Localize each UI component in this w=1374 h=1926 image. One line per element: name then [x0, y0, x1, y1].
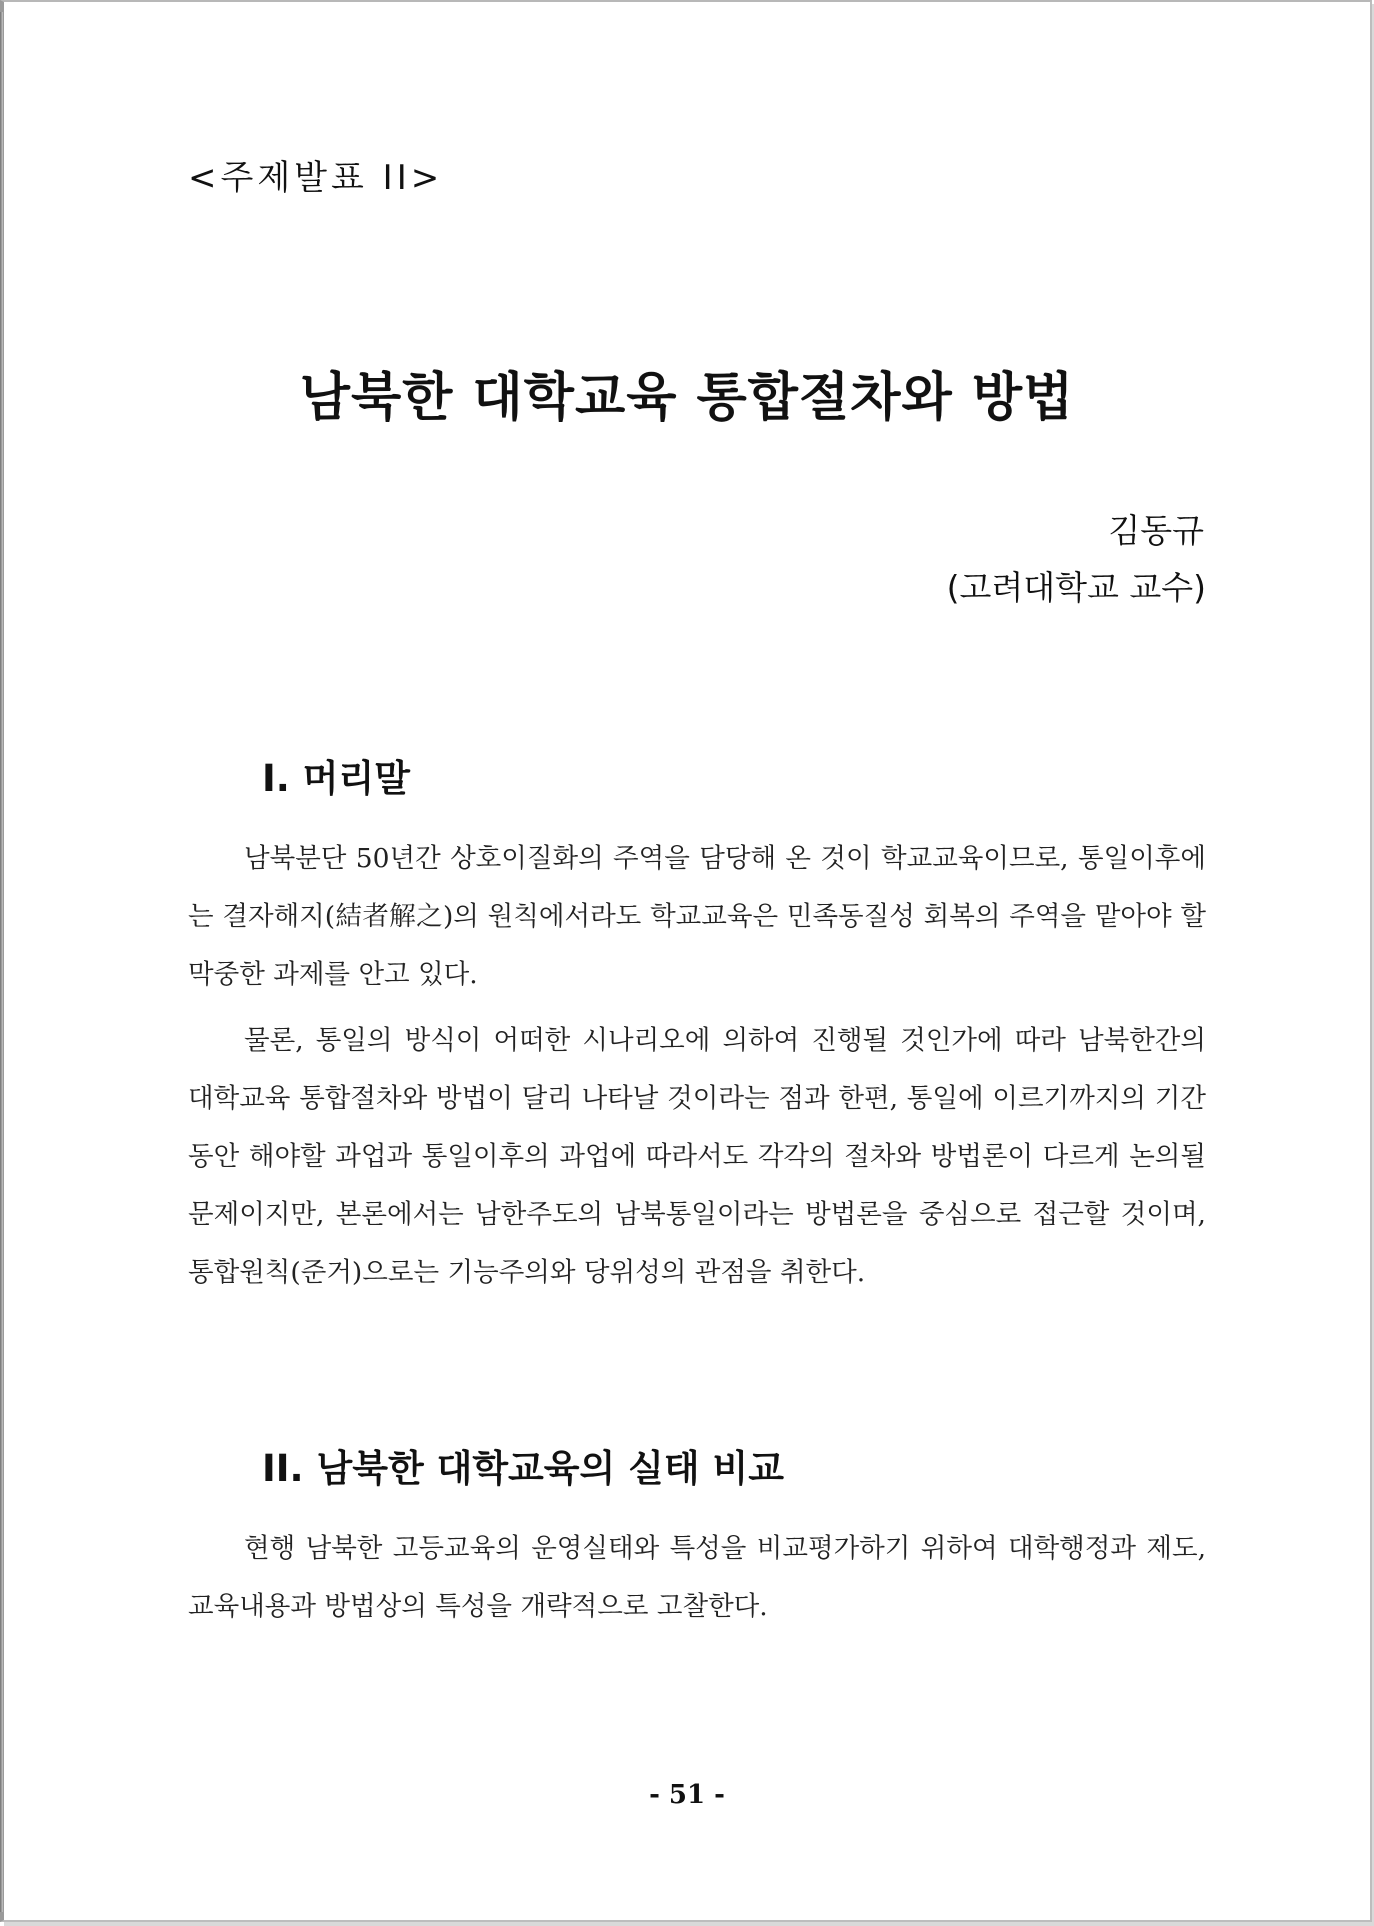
page-number: - 51 -: [649, 1780, 725, 1810]
body-paragraph: 물론, 통일의 방식이 어떠한 시나리오에 의하여 진행될 것인가에 따라 남북한간의 대학교육 통합절차와 방법이 달리 나타날 것이라는 점과 한편, 통일에 이르기까지의 기간동안 해야할 과업과 통일이후의 과업에 따라서도 각각의 절차와 방법론이 다르게 논의될 문제이지만, 본론에서는 남한주도의 남북통일이라는 방법론을 중심으로 접근할 것이며, 통합원칙(준거)으로는 기능주의와 당위성의 관점을 취한다.: [188, 1025, 1206, 1288]
page-title: 남북한 대학교육 통합절차와 방법: [299, 368, 1075, 428]
body-paragraph: 현행 남북한 고등교육의 운영실태와 특성을 비교평가하기 위하여 대학행정과 제도, 교육내용과 방법상의 특성을 개략적으로 고찰한다.: [188, 1533, 1206, 1622]
section-heading-comparison: II. 남북한 대학교육의 실태 비교: [262, 1447, 785, 1490]
author-name: 김동규: [1108, 511, 1204, 550]
body-paragraph: 남북분단 50년간 상호이질화의 주역을 담당해 온 것이 학교교육이므로, 통일이후에는 결자해지(結者解之)의 원칙에서라도 학교교육은 민족동질성 회복의 주역을 맡아야 할 막중한 과제를 안고 있다.: [188, 843, 1206, 990]
author-affiliation: (고려대학교 교수): [946, 568, 1206, 607]
section-label: <주제발표 II>: [188, 158, 444, 198]
section-heading-introduction: I. 머리말: [262, 757, 410, 800]
